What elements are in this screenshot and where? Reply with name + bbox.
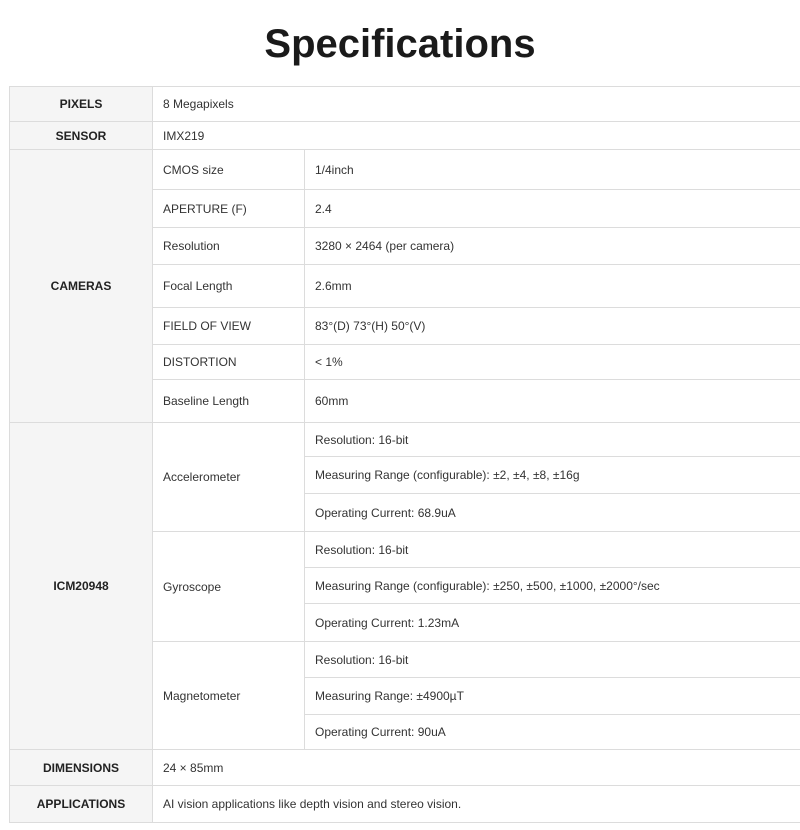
camera-spec-name: Baseline Length	[153, 380, 305, 423]
camera-spec-name: Focal Length	[153, 265, 305, 308]
camera-spec-name: Resolution	[153, 228, 305, 265]
table-row	[10, 122, 800, 150]
applications-label: APPLICATIONS	[10, 786, 153, 823]
applications-value: AI vision applications like depth vision and stereo vision.	[153, 786, 800, 823]
imu-sensor-name: Magnetometer	[153, 642, 305, 750]
pixels-value: 8 Megapixels	[153, 87, 800, 122]
imu-spec: Measuring Range (configurable): ±2, ±4, ±8, ±16g	[305, 457, 800, 494]
camera-spec-value: 2.6mm	[305, 265, 800, 308]
page-title: Specifications	[264, 22, 536, 66]
cameras-label: CAMERAS	[10, 150, 153, 423]
camera-spec-value: 83°(D) 73°(H) 50°(V)	[305, 308, 800, 345]
imu-spec: Resolution: 16-bit	[305, 423, 800, 457]
camera-spec-name: CMOS size	[153, 150, 305, 190]
table-row	[10, 750, 800, 786]
pixels-label: PIXELS	[10, 87, 153, 122]
imu-spec: Resolution: 16-bit	[305, 532, 800, 568]
dimensions-value: 24 × 85mm	[153, 750, 800, 786]
imu-sensor-name: Accelerometer	[153, 423, 305, 532]
imu-sensor-name: Gyroscope	[153, 532, 305, 642]
sensor-value: IMX219	[153, 122, 800, 150]
imu-spec: Operating Current: 90uA	[305, 715, 800, 750]
table-row	[10, 87, 800, 122]
camera-spec-value: 1/4inch	[305, 150, 800, 190]
imu-spec: Operating Current: 1.23mA	[305, 604, 800, 642]
spec-table	[9, 86, 800, 823]
imu-spec: Resolution: 16-bit	[305, 642, 800, 678]
imu-spec: Measuring Range: ±4900µT	[305, 678, 800, 715]
camera-spec-value: 3280 × 2464 (per camera)	[305, 228, 800, 265]
table-row	[10, 423, 800, 457]
dimensions-label: DIMENSIONS	[10, 750, 153, 786]
camera-spec-value: < 1%	[305, 345, 800, 380]
imu-spec: Measuring Range (configurable): ±250, ±500, ±1000, ±2000°/sec	[305, 568, 800, 604]
camera-spec-value: 60mm	[305, 380, 800, 423]
camera-spec-name: APERTURE (F)	[153, 190, 305, 228]
imu-spec: Operating Current: 68.9uA	[305, 494, 800, 532]
table-row	[10, 786, 800, 823]
camera-spec-name: FIELD OF VIEW	[153, 308, 305, 345]
imu-label: ICM20948	[10, 423, 153, 750]
camera-spec-value: 2.4	[305, 190, 800, 228]
sensor-label: SENSOR	[10, 122, 153, 150]
camera-spec-name: DISTORTION	[153, 345, 305, 380]
table-row	[10, 150, 800, 190]
